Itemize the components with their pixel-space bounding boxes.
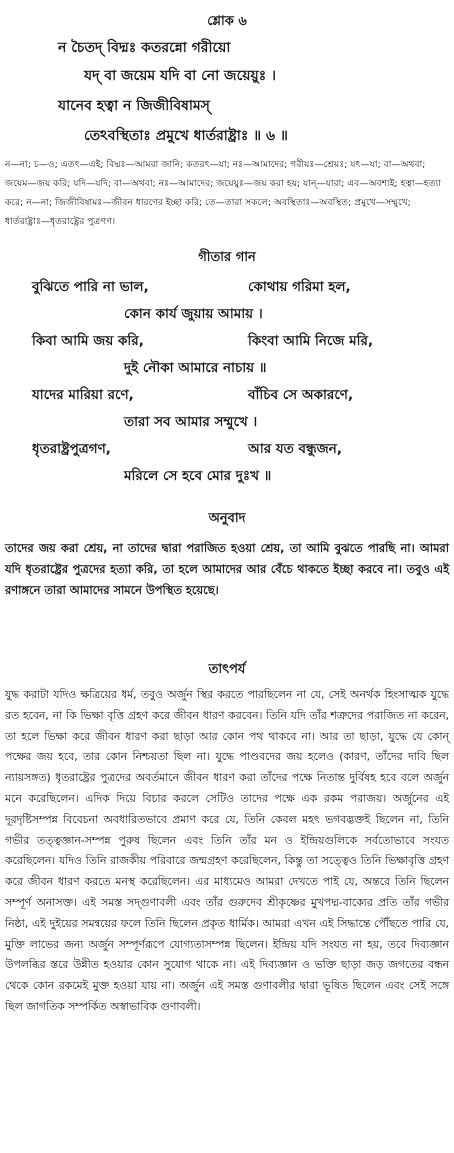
song-line-center: মরিলে সে হবে মোর দুঃখ ॥: [124, 468, 272, 484]
purport-title: তাৎপর্য: [208, 662, 246, 677]
song-line-right: বাঁচিব সে অকারণে,: [248, 387, 354, 403]
song-title: গীতার গান: [198, 250, 256, 265]
song-line-center: দুই নৌকা আমারে নাচায় ॥: [124, 360, 267, 376]
song-line-center: কোন কার্য জুয়ায় আমায় ।: [124, 306, 263, 322]
song-line-right: কোথায় গরিমা হল,: [248, 279, 351, 295]
verse-line: যদ্ বা জয়েম যদি বা নো জয়েয়ুঃ ।: [84, 68, 277, 84]
song-line-right: কিংবা আমি নিজে মরি,: [248, 333, 374, 349]
song-line-left: ধৃতরাষ্ট্রপুত্রগণ,: [32, 441, 111, 457]
song-line-left: বুঝিতে পারি না ভাল,: [32, 279, 149, 295]
synonyms-paragraph: ন—না; চ—ও; এতৎ—এই; বিদ্মঃ—আমরা জানি; কতরৎ—যা; নঃ—আমাদের; গরীয়ঃ—শ্রেয়ঃ; যৎ—যা; বা—অথবা; জয়েম—জয় করি; যদি—যদি; বা—অথবা; নঃ—আমাদের; জয়েয়ুঃ—জয় করা হয়; যান্—যারা; এব—অবশ্যই; হত্বা—হত্যা করে; ন—না; জিজীবিষামঃ—জীবন ধারণের ইচ্ছা করি; তে—তারা সকলে; অবস্থিতাঃ—অবস্থিত; প্রমুখে—সম্মুখে; ধার্তরাষ্ট্রাঃ—ধৃতরাষ্ট্রের পুত্রগণ।: [5, 159, 441, 227]
verse-title: শ্লোক ৬: [207, 14, 247, 29]
verse-line: যানেব হত্বা ন জিজীবিষামস্: [58, 98, 210, 114]
song-line-center: তারা সব আমার সম্মুখে ।: [124, 414, 258, 430]
song-line-left: কিবা আমি জয় করি,: [32, 333, 144, 349]
purport-paragraph: যুদ্ধ করাটা যদিও ক্ষত্রিয়ের ধর্ম, তবুও অর্জুন স্থির করতে পারছিলেন না যে, সেই অনর্থক হিংসাত্মক যুদ্ধে রত হবেন, না কি ভিক্ষা বৃত্তি গ্রহণ করে জীবন ধারণ করবেন। তিনি যদি তাঁর শত্রুদের পরাজিত না করেন, তা হলে ভিক্ষা করে জীবন ধারণ করা ছাড়া আর কোন পথ থাকবে না। আর তা ছাড়া, যুদ্ধে যে কোন্ পক্ষের জয় হবে, তার কোন নিশ্চয়তা ছিল না। যুদ্ধে পাণ্ডবদের জয় হলেও (কারণ, তাঁদের দাবি ছিল ন্যায়সঙ্গত) ধৃতরাষ্ট্রের পুত্রদের অবর্তমানে জীবন ধারণ করা তাঁদের পক্ষে নিতান্ত দুর্বিষহ হবে বলে অর্জুন মনে করেছিলেন। এদিক দিয়ে বিচার করলে সেটিও তাদের পক্ষে এক রকম পরাজয়। অর্জুনের এই দূরদৃষ্টিসম্পন্ন বিবেচনা অবধারিতভাবে প্রমাণ করে যে, তিনি কেবল মহৎ ভগবদ্ভক্তই ছিলেন না, তিনি গভীর তত্ত্বজ্ঞান-সম্পন্ন পুরুষ ছিলেন এবং তিনি তাঁর মন ও ইন্দ্রিয়গুলিকে সর্বতোভাবে সংযত করেছিলেন। যদিও তিনি রাজকীয় পরিবারে জন্মগ্রহণ করেছিলেন, কিন্তু তা সত্ত্বেও তিনি ভিক্ষাবৃত্তি গ্রহণ করে জীবন ধারণ করতে মনস্থ করেছিলেন। এর মাধ্যমেও আমরা দেখতে পাই যে, অন্তরে তিনি ছিলেন সম্পূর্ণ অনাসক্ত। এই সমস্ত সদ্গুণাবলী এবং তাঁর গুরুদেব শ্রীকৃষ্ণের মুখপদ্ম-বাক্যের প্রতি তাঁর গভীর নিষ্ঠা, এই দুইয়ের সমন্বয়ের ফলে তিনি ছিলেন প্রকৃত ধার্মিক। আমরা এখন এই সিদ্ধান্তে পৌঁছতে পারি যে, মুক্তি লাভের জন্য অর্জুন সম্পূর্ণরূপে যোগ্যতাসম্পন্ন ছিলেন। ইন্দ্রিয় যদি সংযত না হয়, তবে দিব্যজ্ঞান উপলব্ধির স্তরে উন্নীত হওয়ার কোন সুযোগ থাকে না। এই দিব্যজ্ঞান ও ভক্তি ছাড়া জড় জগতের বন্ধন থেকে কোন রকমেই মুক্ত হওয়া যায় না। অর্জুন এই সমস্ত গুণাবলীর দ্বারা ভূষিত ছিলেন এবং সেই সঙ্গে ছিল জাগতিক সম্পর্কিত অস্বাভাবিক গুণাবলী।: [5, 688, 449, 1013]
verse-line: ন চৈতদ্ বিদ্মঃ কতরন্নো গরীয়ো: [58, 40, 231, 56]
song-line-left: যাদের মারিয়া রণে,: [32, 387, 134, 403]
translation-paragraph: তাদের জয় করা শ্রেয়, না তাদের দ্বারা পরাজিত হওয়া শ্রেয়, তা আমি বুঝতে পারছি না। আমরা যদি ধৃতরাষ্ট্রের পুত্রদের হত্যা করি, তা হলে আমাদের আর বেঁচে থাকতে ইচ্ছা করবে না। তবুও এই রণাঙ্গনে তারা আমাদের সামনে উপস্থিত হয়েছে।: [5, 541, 449, 597]
song-line-right: আর যত বন্ধুজন,: [248, 441, 342, 457]
verse-line: তেঽবস্থিতাঃ প্রমুখে ধার্তরাষ্ট্রাঃ ॥ ৬ ॥: [84, 128, 288, 144]
translation-title: অনুবাদ: [208, 511, 246, 526]
